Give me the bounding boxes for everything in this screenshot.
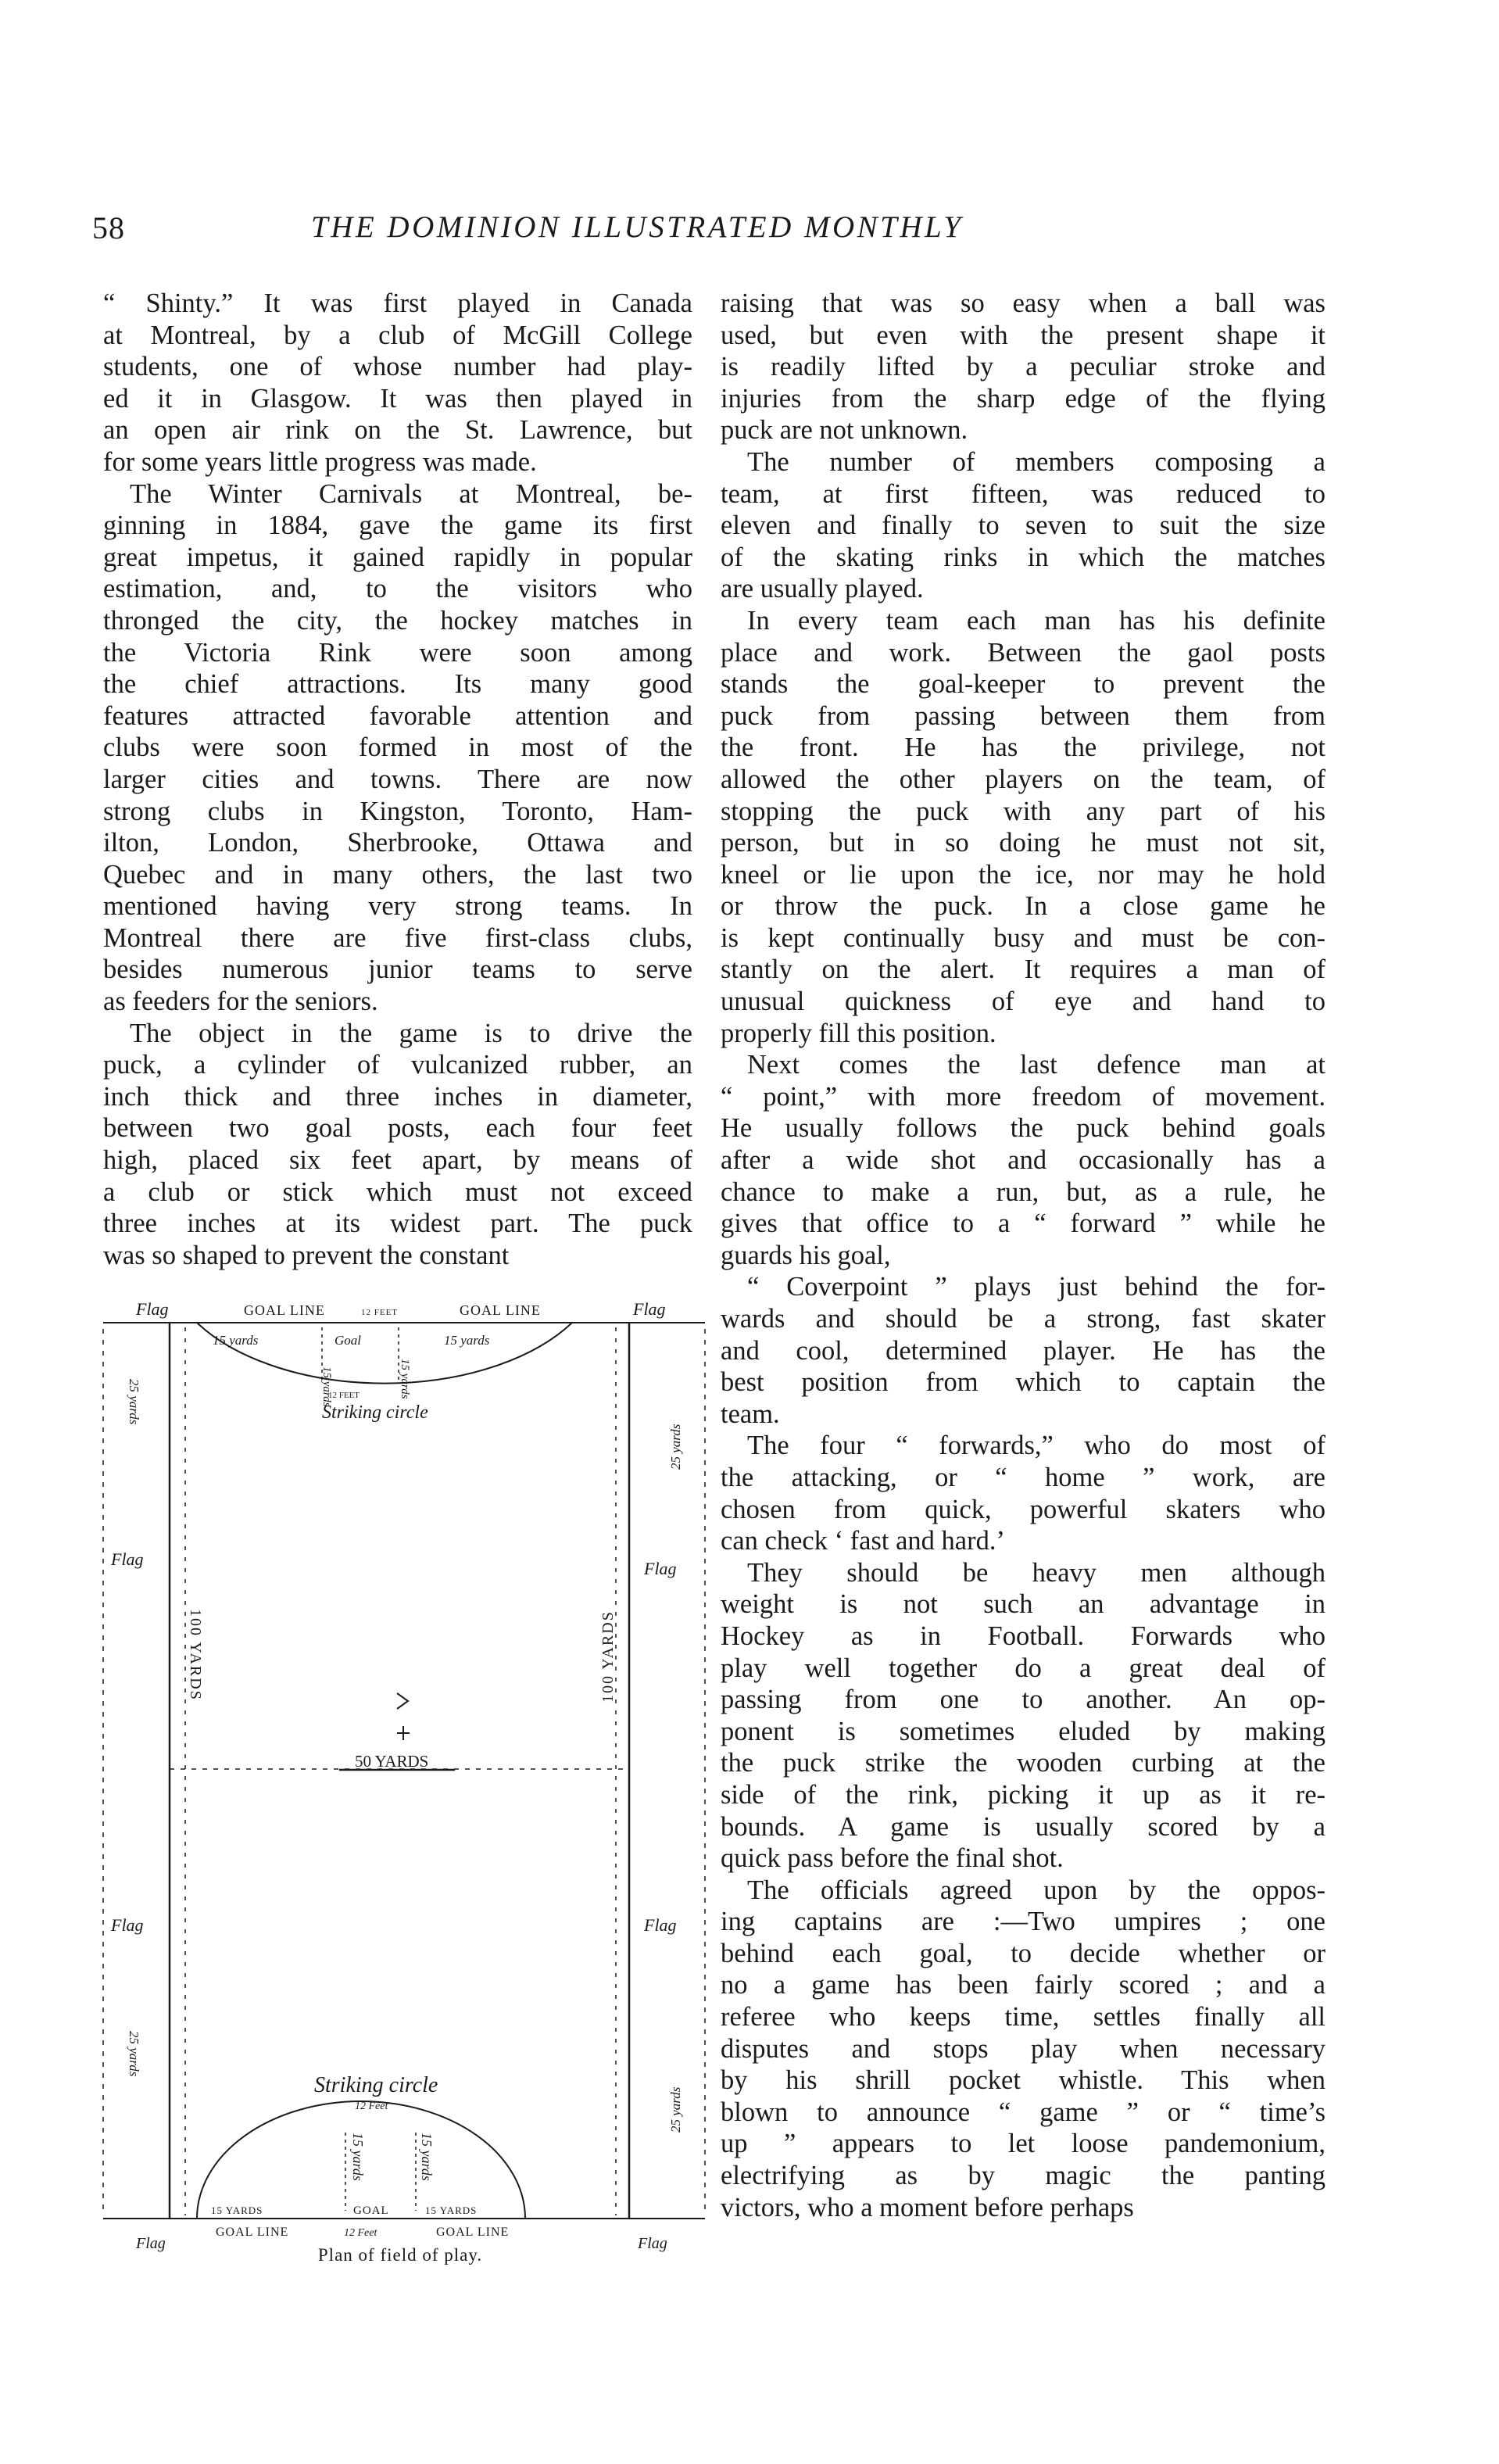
text-line: electrifying as by magic the panting — [721, 2161, 1325, 2191]
text-line: clubs were soon formed in most of the — [103, 732, 692, 763]
text-line: a club or stick which must not exceed — [103, 1176, 692, 1207]
running-title: THE DOMINION ILLUSTRATED MONTHLY — [311, 210, 964, 244]
flag-mid-left: Flag — [111, 1549, 144, 1569]
text-line: or throw the puck. In a close game he — [721, 891, 1325, 922]
right-25-yards-bottom: 25 yards — [668, 2086, 683, 2133]
text-line: weight is not such an advantage in — [721, 1589, 1325, 1620]
text-line: the front. He has the privilege, not — [721, 732, 1325, 763]
text-line: victors, who a moment before perhaps — [721, 2192, 1134, 2222]
text-line: chosen from quick, powerful skaters who — [721, 1494, 1325, 1524]
top-striking-circle-label: Striking circle — [322, 1402, 428, 1423]
text-line: strong clubs in Kingston, Toronto, Ham- — [103, 796, 692, 826]
text-line: place and work. Between the gaol posts — [721, 637, 1325, 668]
text-line: larger cities and towns. There are now — [103, 764, 692, 794]
text-line: are usually played. — [721, 574, 924, 604]
text-line: used, but even with the present shape it — [721, 320, 1325, 350]
text-line: between two goal posts, each four feet — [103, 1113, 692, 1144]
text-line: guards his goal, — [721, 1240, 891, 1270]
bottom-goal-line-left-label: GOAL LINE — [216, 2226, 289, 2239]
text-line: injuries from the sharp edge of the flying — [721, 383, 1325, 414]
field-diagram — [88, 1288, 713, 2256]
text-line: mentioned having very strong teams. In — [103, 891, 692, 922]
text-line: is readily lifted by a peculiar stroke and — [721, 352, 1325, 382]
right-25-yards-top: 25 yards — [668, 1424, 683, 1470]
text-line: thronged the city, the hockey matches in — [103, 605, 692, 636]
text-line: stantly on the alert. It requires a man of — [721, 954, 1325, 985]
text-line: blown to announce “ game ” or “ time’s — [721, 2097, 1325, 2127]
text-line: after a wide shot and occasionally has a — [721, 1145, 1325, 1176]
top-15-yards-right: 15 yards — [444, 1333, 490, 1348]
bottom-goal-width-top: 12 Feet — [355, 2100, 388, 2112]
text-line: The Winter Carnivals at Montreal, be- — [130, 478, 692, 509]
top-goal-width-label: 12 FEET — [361, 1308, 399, 1317]
text-line: properly fill this position. — [721, 1018, 996, 1048]
text-line: at Montreal, by a club of McGill College — [103, 320, 692, 350]
left-column — [103, 288, 692, 1271]
text-line: estimation, and, to the visitors who — [103, 574, 692, 604]
text-line: The officials agreed upon by the oppos- — [747, 1875, 1325, 1905]
text-line: stands the goal-keeper to prevent the — [721, 669, 1325, 700]
text-line: puck are not unknown. — [721, 415, 968, 446]
text-line: stopping the puck with any part of his — [721, 796, 1325, 826]
text-line: inch thick and three inches in diameter, — [103, 1081, 692, 1112]
text-line: The number of members composing a — [747, 446, 1325, 477]
text-line: raising that was so easy when a ball was — [721, 288, 1325, 318]
text-line: team, at first fifteen, was reduced to — [721, 478, 1325, 509]
bottom-15-yards-right: 15 YARDS — [425, 2204, 478, 2216]
top-goal-line-left-label: GOAL LINE — [244, 1302, 325, 1318]
text-line: the Victoria Rink were soon among — [103, 637, 692, 668]
fifty-yards-label: 50 YARDS — [355, 1752, 429, 1771]
text-line: ilton, London, Sherbrooke, Ottawa and — [103, 828, 692, 858]
text-line: ing captains are :—Two umpires ; one — [721, 1907, 1325, 1937]
text-line: allowed the other players on the team, of — [721, 764, 1325, 794]
right-100-yards: 100 YARDS — [599, 1610, 617, 1703]
text-line: The four “ forwards,” who do most of — [747, 1431, 1325, 1461]
text-line: and cool, determined player. He has the — [721, 1335, 1325, 1366]
text-line: students, one of whose number had play- — [103, 352, 692, 382]
top-vertical-15-yards-right: 15 yards — [399, 1359, 411, 1399]
bottom-striking-circle-label: Striking circle — [314, 2073, 438, 2097]
text-line: can check ‘ fast and hard.’ — [721, 1526, 1005, 1556]
left-100-yards: 100 YARDS — [187, 1609, 204, 1701]
text-line: Montreal there are five first-class clubs, — [103, 922, 692, 953]
text-line: quick pass before the final shot. — [721, 1843, 1064, 1874]
top-goal-label: Goal — [335, 1333, 361, 1348]
text-line: Quebec and in many others, the last two — [103, 859, 692, 890]
text-line: Next comes the last defence man at — [747, 1050, 1325, 1080]
text-line: the puck strike the wooden curbing at the — [721, 1748, 1325, 1778]
top-vertical-15-yards-left: 15 yards — [320, 1366, 333, 1407]
text-line: high, placed six feet apart, by means of — [103, 1145, 692, 1176]
flag-top-right: Flag — [633, 1299, 666, 1319]
top-goal-line-right-label: GOAL LINE — [460, 1302, 541, 1318]
text-line: ginning in 1884, gave the game its first — [103, 510, 692, 541]
flag-lower-left: Flag — [111, 1915, 144, 1935]
text-line: behind each goal, to decide whether or — [721, 1938, 1325, 1968]
text-line: He usually follows the puck behind goals — [721, 1113, 1325, 1144]
text-line: person, but in so doing he must not sit, — [721, 828, 1325, 858]
top-striking-circle — [197, 1323, 572, 1384]
center-arrow — [397, 1693, 408, 1709]
top-15-yards-left: 15 yards — [213, 1333, 259, 1348]
diagram-caption: Plan of field of play. — [317, 2245, 483, 2265]
text-line: for some years little progress was made. — [103, 446, 537, 477]
text-line: of the skating rinks in which the matches — [721, 542, 1325, 572]
text-line: by his shrill pocket whistle. This when — [721, 2065, 1325, 2096]
text-line: is kept continually busy and must be con- — [721, 922, 1325, 953]
text-line: disputes and stops play when necessary — [721, 2033, 1325, 2064]
page-number: 58 — [92, 210, 125, 245]
bottom-vertical-15-yards-left: 15 yards — [350, 2133, 366, 2181]
flag-bottom-left: Flag — [136, 2235, 166, 2252]
text-line: ponent is sometimes eluded by making — [721, 1716, 1325, 1746]
text-line: as feeders for the seniors. — [103, 987, 378, 1017]
text-line: “ Coverpoint ” plays just behind the for- — [747, 1272, 1325, 1302]
text-line: features attracted favorable attention and — [103, 700, 692, 731]
text-line: They should be heavy men although — [747, 1557, 1325, 1588]
text-line: was so shaped to prevent the constant — [103, 1240, 510, 1270]
bottom-15-yards-left: 15 YARDS — [211, 2204, 263, 2216]
text-line: puck from passing between them from — [721, 700, 1325, 731]
text-line: up ” appears to let loose pandemonium, — [721, 2129, 1325, 2159]
bottom-goal-label: GOAL — [353, 2204, 389, 2217]
bottom-vertical-15-yards-right: 15 yards — [419, 2133, 435, 2181]
text-line: unusual quickness of eye and hand to — [721, 987, 1325, 1017]
text-line: Hockey as in Football. Forwards who — [721, 1621, 1325, 1651]
bottom-goal-width-label: 12 Feet — [344, 2227, 377, 2239]
flag-mid-right: Flag — [644, 1559, 677, 1578]
text-line: team. — [721, 1399, 780, 1429]
text-line: no a game has been fairly scored ; and a — [721, 1970, 1325, 2000]
left-25-yards-top: 25 yards — [127, 1379, 141, 1425]
field-diagram-svg — [88, 1288, 713, 2256]
left-25-yards-bottom: 25 yards — [127, 2031, 141, 2077]
flag-bottom-right: Flag — [638, 2235, 667, 2252]
text-line: ed it in Glasgow. It was then played in — [103, 383, 692, 414]
text-line: wards and should be a strong, fast skater — [721, 1304, 1325, 1334]
text-line: besides numerous junior teams to serve — [103, 954, 692, 985]
text-line: The object in the game is to drive the — [130, 1018, 692, 1048]
page-header — [92, 210, 1100, 253]
text-line: chance to make a run, but, as a rule, he — [721, 1176, 1325, 1207]
text-line: play well together do a great deal of — [721, 1653, 1325, 1683]
text-line: “ Shinty.” It was first played in Canada — [103, 288, 692, 318]
text-line: best position from which to captain the — [721, 1367, 1325, 1398]
text-line: an open air rink on the St. Lawrence, but — [103, 415, 692, 446]
text-line: gives that office to a “ forward ” while he — [721, 1209, 1325, 1239]
text-line: kneel or lie upon the ice, nor may he hold — [721, 859, 1325, 890]
text-line: passing from one to another. An op- — [721, 1685, 1325, 1715]
flag-top-left: Flag — [136, 1299, 169, 1319]
text-line: referee who keeps time, settles finally all — [721, 2002, 1325, 2032]
text-line: great impetus, it gained rapidly in popular — [103, 542, 692, 572]
text-line: bounds. A game is usually scored by a — [721, 1811, 1325, 1842]
text-line: the attacking, or “ home ” work, are — [721, 1462, 1325, 1492]
bottom-goal-line-right-label: GOAL LINE — [436, 2226, 510, 2239]
text-line: puck, a cylinder of vulcanized rubber, an — [103, 1050, 692, 1080]
text-line: eleven and finally to seven to suit the size — [721, 510, 1325, 541]
right-column — [721, 288, 1325, 2223]
text-line: “ point,” with more freedom of movement. — [721, 1081, 1325, 1112]
text-line: the chief attractions. Its many good — [103, 669, 692, 700]
flag-lower-right: Flag — [644, 1915, 677, 1935]
top-small-goal-width: 12 FEET — [328, 1391, 360, 1400]
text-line: In every team each man has his definite — [747, 605, 1325, 636]
text-line: side of the rink, picking it up as it re- — [721, 1779, 1325, 1810]
text-line: three inches at its widest part. The puck — [103, 1209, 692, 1239]
